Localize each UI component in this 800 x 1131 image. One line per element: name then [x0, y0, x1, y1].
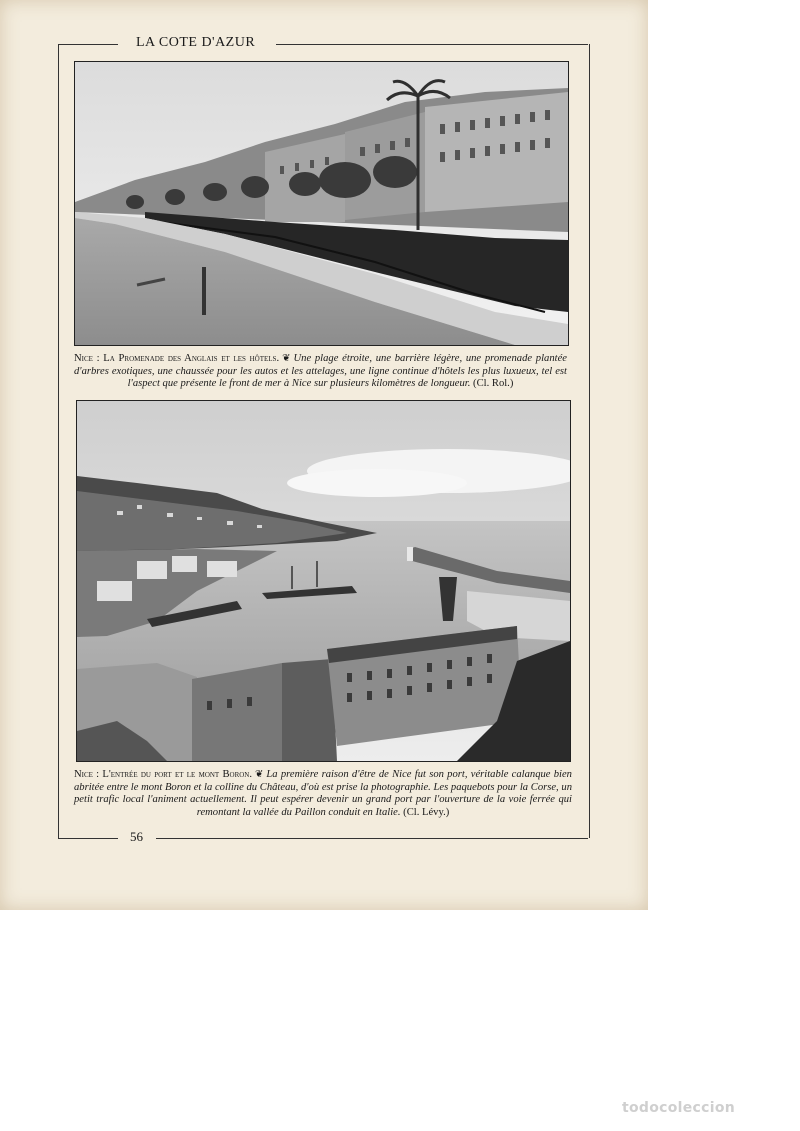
leaf-ornament-icon: ❦ [282, 353, 291, 364]
footer-rule-left [58, 838, 118, 839]
watermark: todocoleccion [622, 1100, 736, 1116]
header-rule-right [276, 44, 588, 45]
caption-port-credit: (Cl. Lévy.) [403, 806, 450, 818]
caption-port-lead: Nice : L'entrée du port et le mont Boron. [74, 769, 253, 780]
footer-rule-right [156, 838, 588, 839]
caption-promenade [74, 353, 567, 391]
caption-promenade-lead: Nice : La Promenade des Anglais et les hôtels. [74, 353, 280, 364]
caption-port-text: La première raison d'être de Nice fut son port, véritable calanque bien abritée entre le mont Boron et la colline du Château, d'où est prise la photographie. Les paquebots pour la Corse, un petit trafic local l'animent actuellement. Il peut espérer devenir un grand port par l'ouverture de la voie ferrée qui remontant la vallée du Paillon conduit en Italie. [74, 769, 572, 818]
header-rule-left [58, 44, 118, 45]
photo-promenade-des-anglais [74, 61, 569, 346]
page-number: 56 [124, 829, 149, 845]
caption-promenade-text: Une plage étroite, une barrière légère, une promenade plantée d'arbres exotiques, une chaussée pour les autos et les attelages, une ligne continue d'hôtels les plus luxueux, tel est l'aspect que présente le front de mer à Nice sur plusieurs kilomètres de longueur. [74, 353, 567, 390]
caption-promenade-credit: (Cl. Rol.) [473, 378, 514, 390]
page-title: LA COTE D'AZUR [130, 35, 261, 51]
leaf-ornament-icon: ❦ [255, 769, 264, 780]
caption-port [74, 769, 572, 819]
photo-port-mont-boron [76, 400, 571, 762]
